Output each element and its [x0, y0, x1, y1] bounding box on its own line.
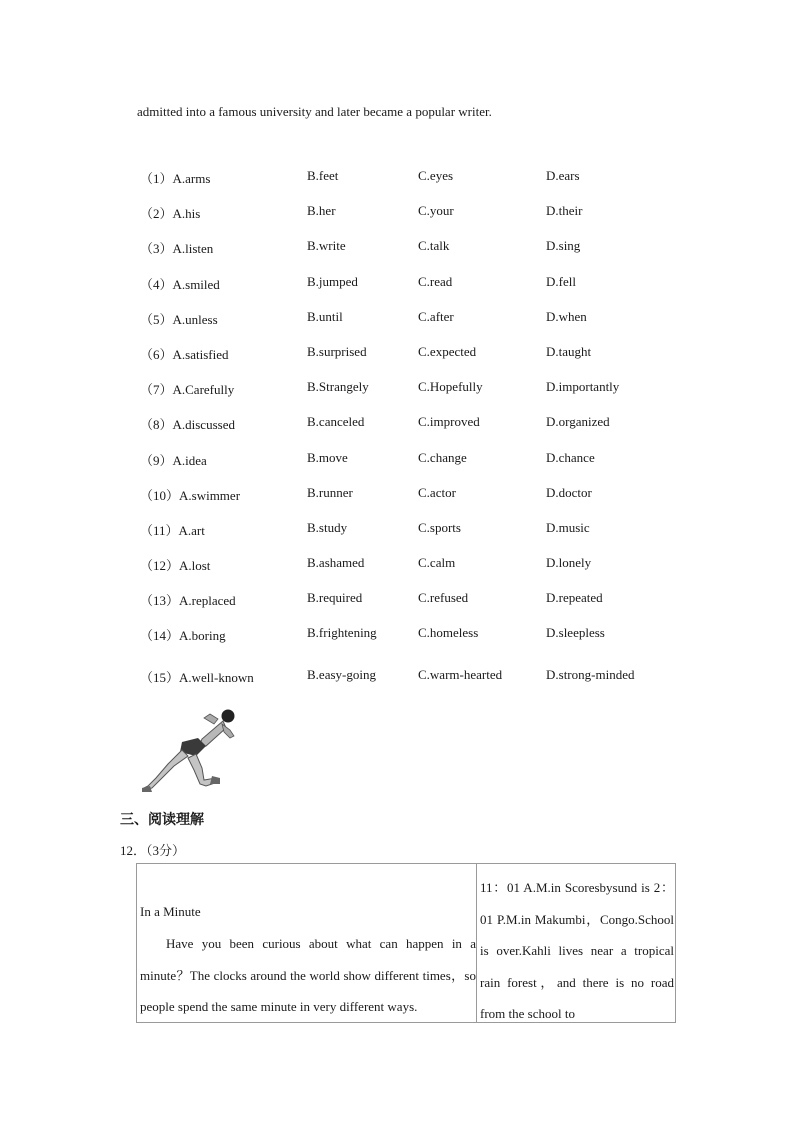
- option-c: C.warm-hearted: [418, 666, 503, 682]
- option-c: C.actor: [418, 484, 456, 500]
- option-c: C.Hopefully: [418, 379, 483, 395]
- option-d: D.strong-minded: [546, 666, 635, 682]
- option-row: [140, 238, 700, 273]
- option-b: B.move: [307, 449, 348, 465]
- option-a: （10）A.swimmer: [140, 487, 241, 503]
- option-d: D.chance: [546, 449, 595, 465]
- option-row: [140, 590, 700, 625]
- option-c: C.calm: [418, 555, 456, 571]
- option-b: B.canceled: [307, 414, 365, 430]
- option-row: [140, 344, 700, 379]
- section-title: 三、阅读理解: [120, 812, 204, 828]
- option-c: C.eyes: [418, 168, 454, 183]
- intro-text: admitted into a famous university and later became a popular writer.: [137, 104, 492, 119]
- reading-right-column: [477, 864, 675, 1022]
- option-b: B.her: [307, 203, 336, 219]
- option-a: （15）A.well-known: [140, 669, 254, 685]
- option-row: [140, 203, 700, 238]
- option-b: B.write: [307, 238, 346, 254]
- reading-left-column: [137, 864, 477, 1022]
- option-d: D.lonely: [546, 555, 592, 571]
- option-b: B.frightening: [307, 625, 377, 641]
- option-b: B.required: [307, 590, 363, 606]
- option-a: （13）A.replaced: [140, 593, 236, 609]
- option-a: （11）A.art: [140, 522, 205, 538]
- option-b: B.study: [307, 519, 348, 535]
- option-c: C.your: [418, 203, 454, 219]
- option-d: D.fell: [546, 273, 576, 289]
- option-a: （5）A.unless: [140, 311, 218, 327]
- option-d: D.when: [546, 308, 587, 324]
- option-a: （6）A.satisfied: [140, 346, 229, 362]
- option-row: [140, 414, 700, 449]
- option-row: [140, 667, 700, 702]
- option-b: B.ashamed: [307, 555, 365, 571]
- option-d: D.repeated: [546, 590, 603, 606]
- option-d: D.sleepless: [546, 625, 605, 641]
- reading-table: [136, 863, 676, 1023]
- option-row: [140, 485, 700, 520]
- option-b: B.easy-going: [307, 666, 376, 682]
- option-c: C.sports: [418, 519, 461, 535]
- question-number: 12．（3分）: [120, 843, 186, 858]
- option-b: B.Strangely: [307, 379, 369, 395]
- option-c: C.read: [418, 273, 453, 289]
- option-row: [140, 309, 700, 344]
- option-row: [140, 274, 700, 309]
- option-row: [140, 450, 700, 485]
- option-a: （1）A.arms: [140, 171, 211, 186]
- option-a: （7）A.Carefully: [140, 382, 235, 398]
- option-b: B.jumped: [307, 273, 358, 289]
- option-a: （14）A.boring: [140, 628, 226, 644]
- option-row: [140, 379, 700, 414]
- passage-title: In a Minute: [140, 904, 201, 919]
- option-d: D.sing: [546, 238, 581, 254]
- runner-illustration: [140, 706, 244, 794]
- option-a: （2）A.his: [140, 206, 201, 222]
- option-row: [140, 555, 700, 590]
- option-d: D.organized: [546, 414, 610, 430]
- option-c: C.expected: [418, 343, 477, 359]
- option-c: C.improved: [418, 414, 480, 430]
- option-row: [140, 168, 700, 203]
- option-c: C.talk: [418, 238, 450, 254]
- option-d: D.taught: [546, 343, 592, 359]
- passage-right-paragraph: 11：01 A.M.in Scoresbysund is 2：01 P.M.in Makumbi，Congo.School is over.Kahli lives near a tropical rain forest，and there is no road from the school to: [480, 880, 674, 1021]
- option-c: C.change: [418, 449, 467, 465]
- option-c: C.refused: [418, 590, 469, 606]
- option-c: C.after: [418, 308, 454, 324]
- option-row: [140, 625, 700, 660]
- option-d: D.importantly: [546, 379, 620, 395]
- passage-left-paragraph: Have you been curious about what can happen in a minute？The clocks around the world show different times，so people spend the same minute in very different ways.: [140, 936, 476, 1014]
- option-d: D.ears: [546, 168, 580, 183]
- option-b: B.surprised: [307, 343, 367, 359]
- option-b: B.runner: [307, 484, 353, 500]
- option-a: （8）A.discussed: [140, 417, 235, 433]
- option-row: [140, 520, 700, 555]
- option-a: （4）A.smiled: [140, 276, 220, 292]
- options-list: [140, 168, 700, 702]
- option-b: B.until: [307, 308, 343, 324]
- option-a: （3）A.listen: [140, 241, 214, 257]
- option-a: （9）A.idea: [140, 452, 207, 468]
- option-d: D.doctor: [546, 484, 592, 500]
- option-b: B.feet: [307, 168, 339, 183]
- option-d: D.their: [546, 203, 583, 219]
- option-d: D.music: [546, 519, 590, 535]
- option-a: （12）A.lost: [140, 558, 211, 574]
- option-c: C.homeless: [418, 625, 479, 641]
